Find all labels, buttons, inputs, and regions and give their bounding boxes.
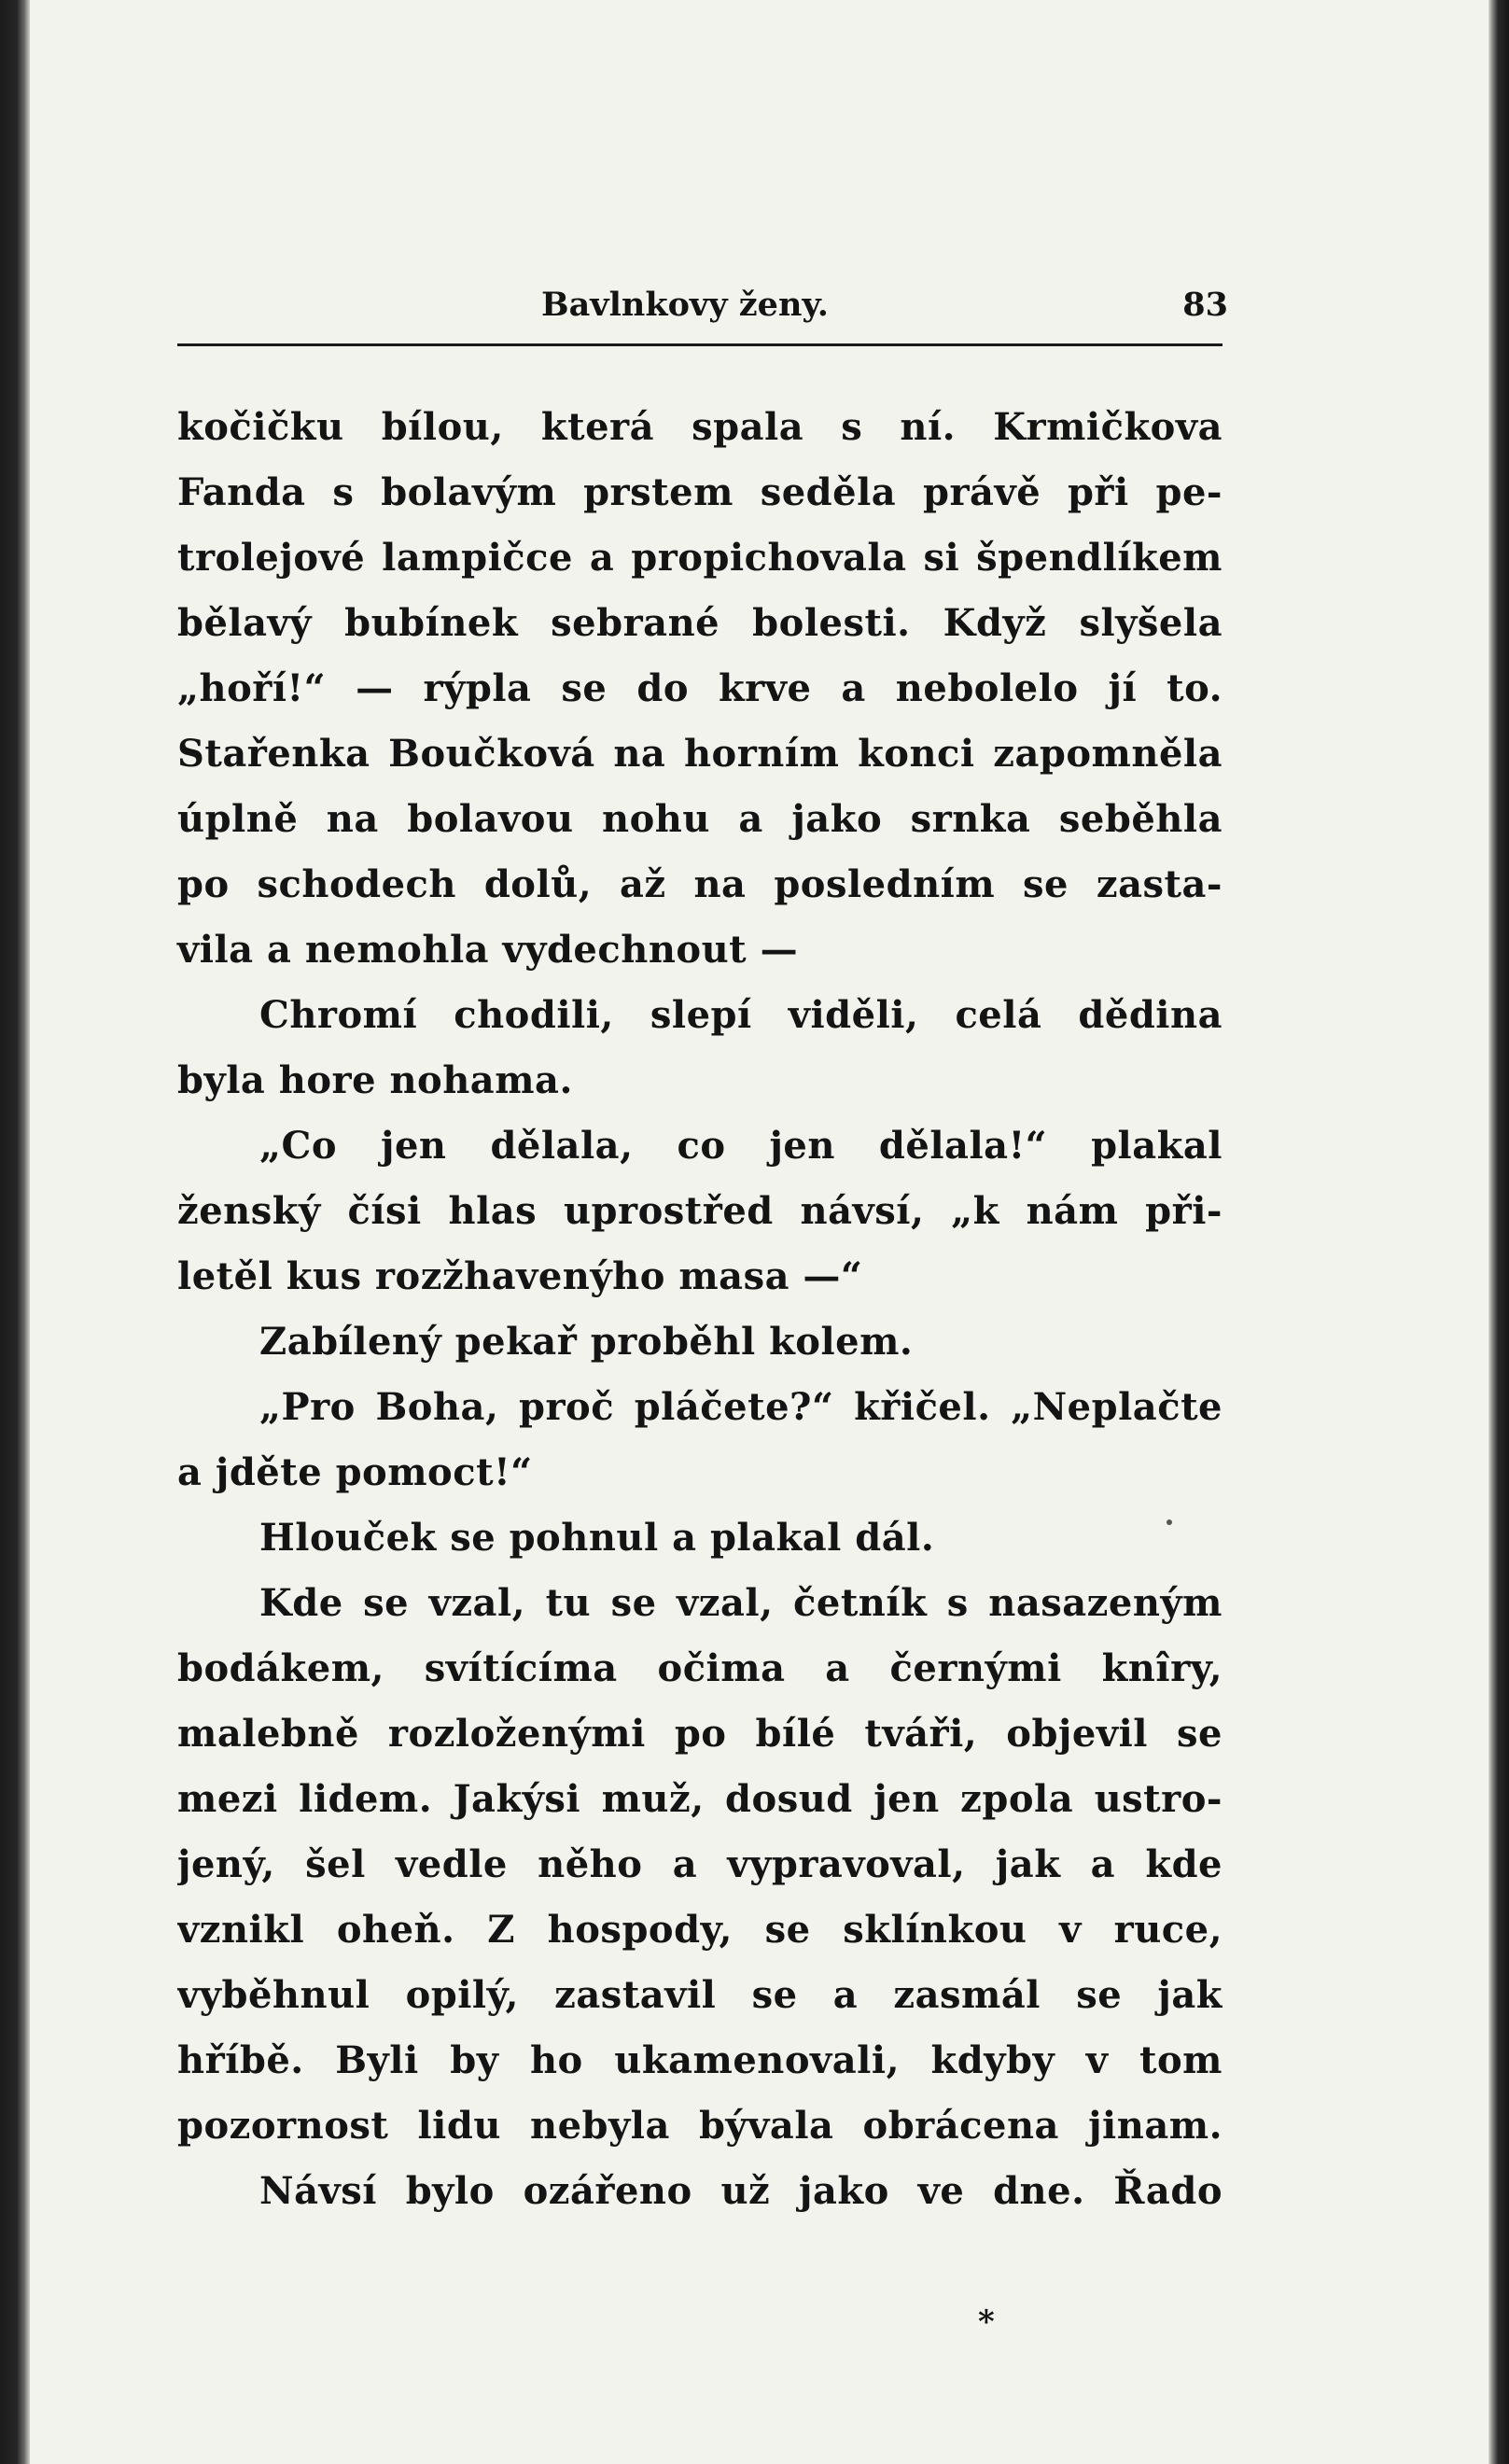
text-line: byla hore nohama. xyxy=(177,1058,573,1102)
page-number: 83 xyxy=(1182,286,1228,324)
text-line: po schodech dolů, až na posledním se zasta- xyxy=(177,862,1223,906)
text-line: letěl kus rozžhavenýho masa —“ xyxy=(177,1254,863,1298)
text-line: Zabílený pekař proběhl kolem. xyxy=(259,1320,914,1364)
page-content xyxy=(177,271,1228,2224)
text-line: Fanda s bolavým prstem seděla právě při pe- xyxy=(177,470,1223,514)
text-line: malebně rozloženými po bílé tváři, objevil se xyxy=(177,1712,1223,1756)
book-binding-left-edge xyxy=(0,0,30,2464)
text-line: pozornost lidu nebyla bývala obrácena jinam. xyxy=(177,2104,1223,2148)
text-line: Stařenka Boučková na horním konci zapomněla xyxy=(177,732,1223,776)
text-line: vznikl oheň. Z hospody, se sklínkou v ruce, xyxy=(177,1908,1223,1952)
text-line: vyběhnul opilý, zastavil se a zasmál se jak xyxy=(177,1973,1223,2017)
book-binding-right-edge xyxy=(1488,0,1509,2464)
text-line: „Co jen dělala, co jen dělala!“ plakal xyxy=(259,1124,1223,1168)
text-line: mezi lidem. Jakýsi muž, dosud jen zpola ustro- xyxy=(177,1777,1223,1821)
text-line: a jděte pomoct!“ xyxy=(177,1450,533,1494)
print-speck xyxy=(1167,1519,1172,1525)
text-line: vila a nemohla vydechnout — xyxy=(177,928,799,972)
text-line: Chromí chodili, slepí viděli, celá dědina xyxy=(259,993,1223,1037)
text-line: jený, šel vedle něho a vypravoval, jak a kde xyxy=(177,1842,1223,1886)
text-line: bělavý bubínek sebrané bolesti. Když slyšela xyxy=(177,601,1223,645)
text-line: hříbě. Byli by ho ukamenovali, kdyby v tom xyxy=(177,2038,1223,2082)
text-line: úplně na bolavou nohu a jako srnka seběhla xyxy=(177,797,1223,841)
text-line: bodákem, svítícíma očima a černými knîry, xyxy=(177,1646,1223,1690)
running-header xyxy=(177,271,1228,346)
text-line: Hlouček se pohnul a plakal dál. xyxy=(259,1516,935,1560)
signature-mark: * xyxy=(978,2303,995,2341)
text-line: ženský čísi hlas uprostřed návsí, „k nám při- xyxy=(177,1189,1223,1233)
text-line: „hoří!“ — rýpla se do krve a nebolelo jí to. xyxy=(177,666,1223,710)
running-title: Bavlnkovy ženy. xyxy=(541,286,829,324)
text-line: Návsí bylo ozářeno už jako ve dne. Řado xyxy=(259,2169,1223,2213)
text-body xyxy=(177,395,1223,2224)
text-line: Kde se vzal, tu se vzal, četník s nasazeným xyxy=(259,1581,1223,1625)
text-line: „Pro Boha, proč pláčete?“ křičel. „Neplačte xyxy=(259,1385,1223,1429)
text-line: kočičku bílou, která spala s ní. Krmičkova xyxy=(177,405,1223,449)
text-line: trolejové lampičce a propichovala si špendlíkem xyxy=(177,536,1223,580)
